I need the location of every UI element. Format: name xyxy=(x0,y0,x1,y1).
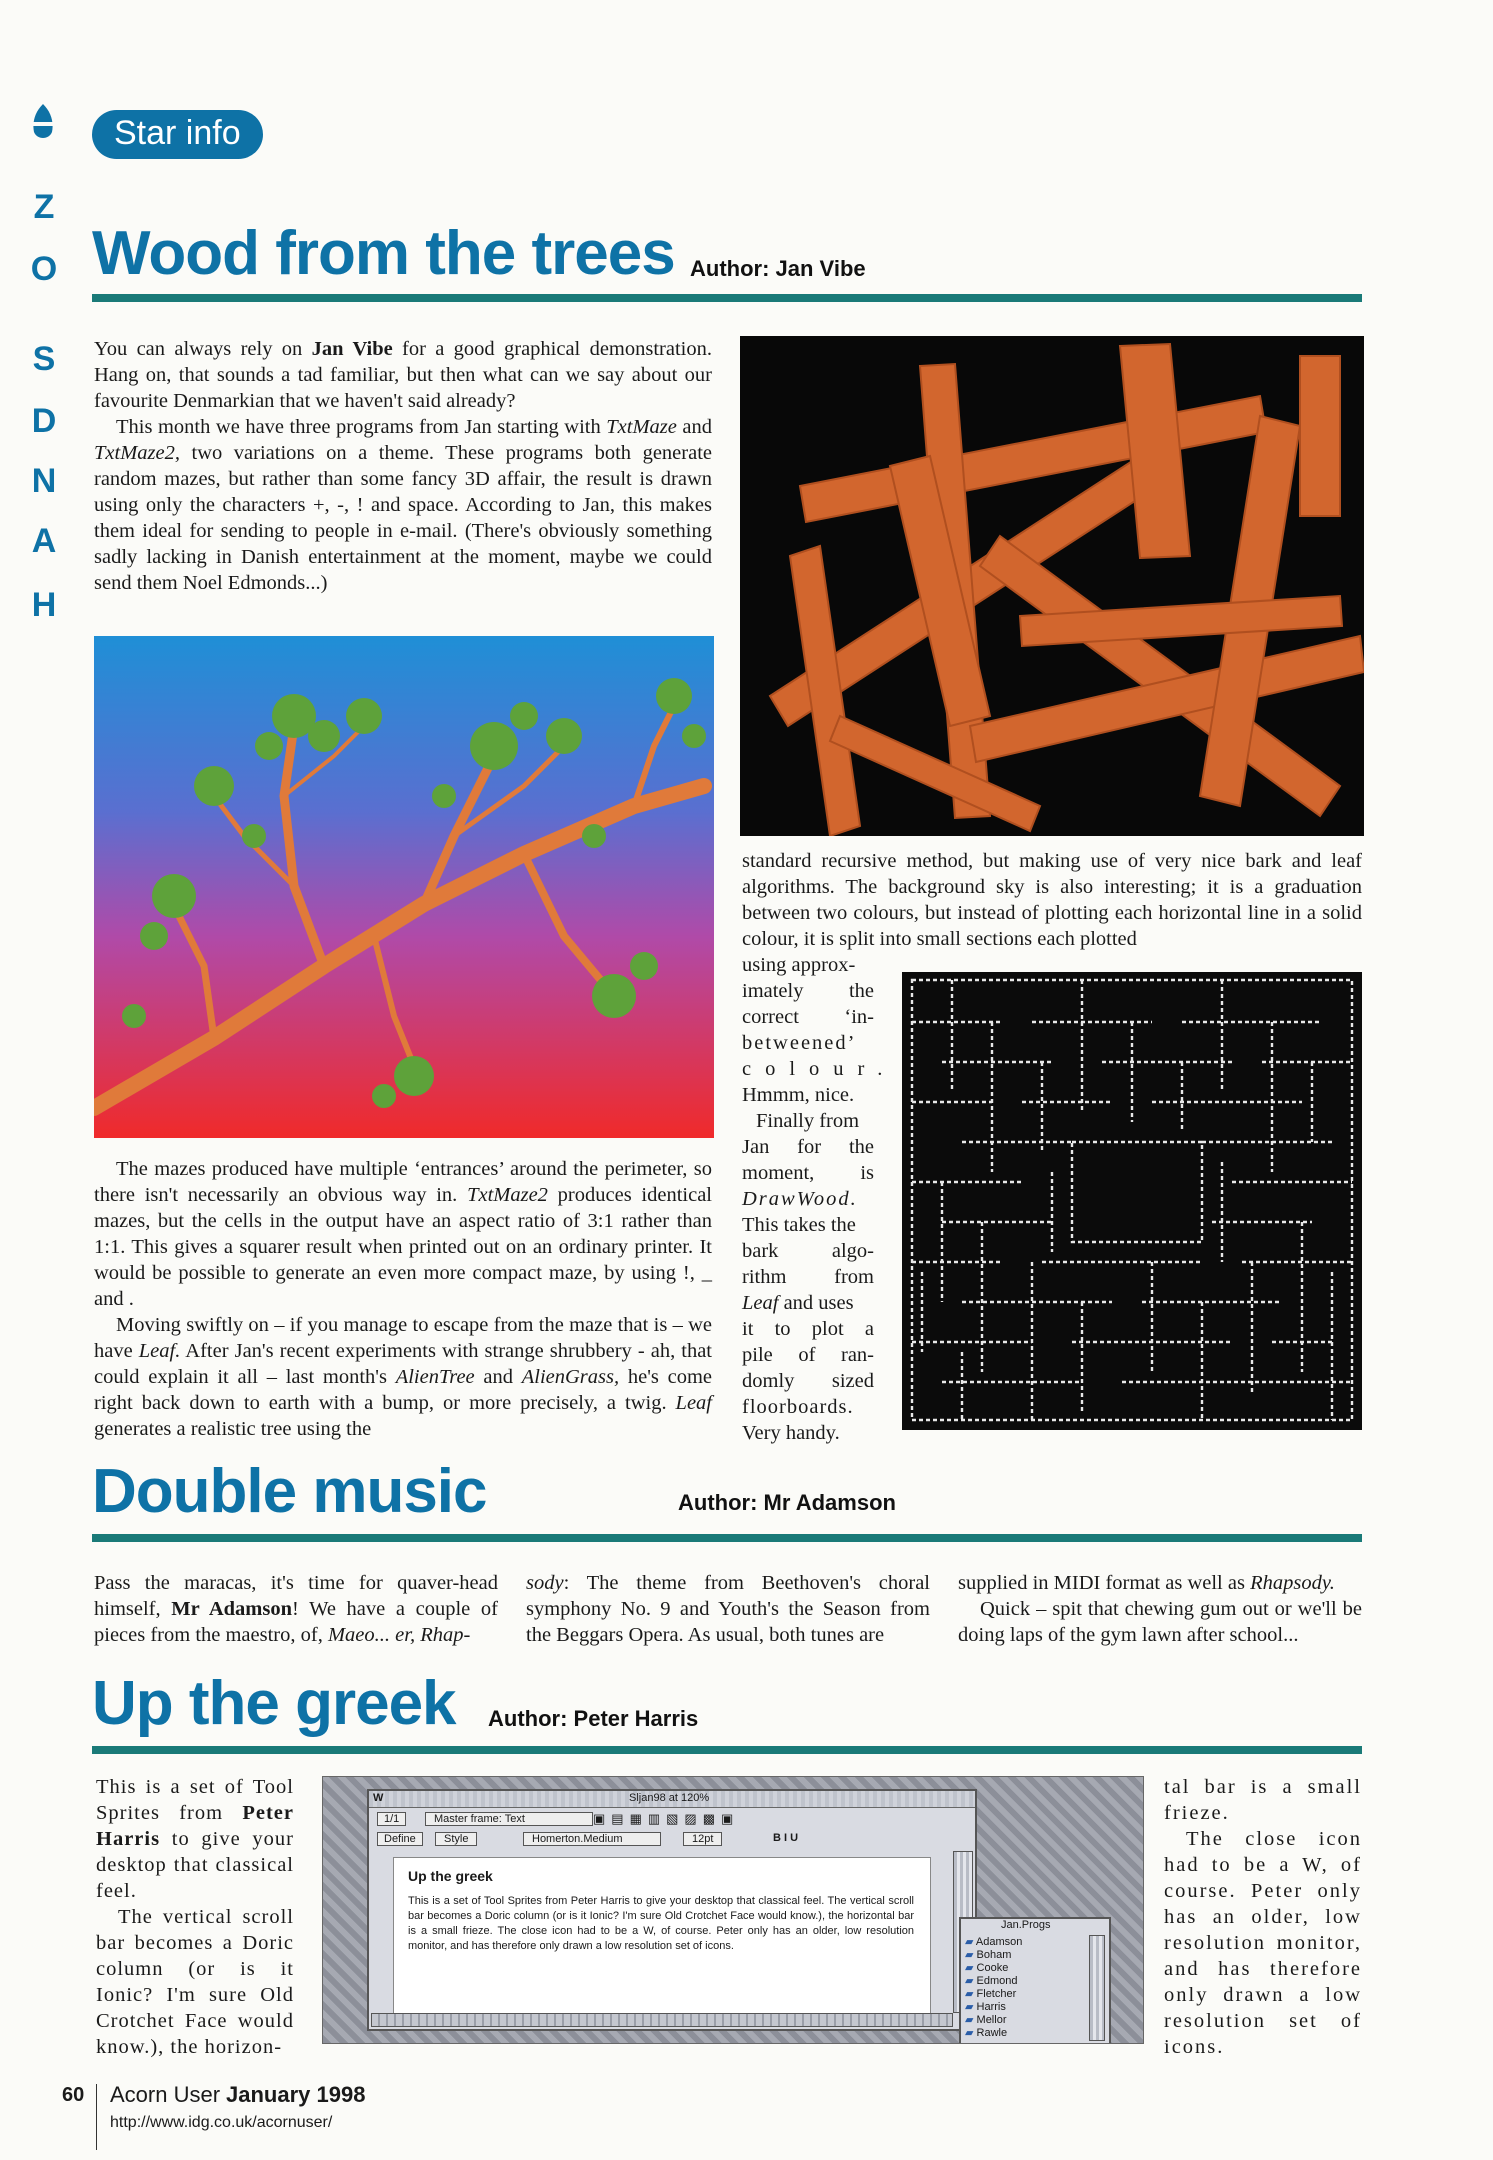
text-line: bark algo- xyxy=(742,1240,874,1262)
text-line: Very handy. xyxy=(742,1422,840,1444)
title-rule xyxy=(92,1534,1362,1542)
paragraph: This month we have three programs from Jan starting with TxtMaze and TxtMaze2, two variations on a theme. These programs both generate random mazes, but rather than some fancy 3D affair, the result is drawn using only the characters +, -, ! and space. According to Jan, this makes them ideal for sending to people in e-mail. (There's obviously something sadly lacking in Danish entertainment at the moment, maybe we could send them Noel Edmonds...) xyxy=(94,416,712,594)
page-number: 60 xyxy=(62,2084,85,2106)
paragraph: supplied in MIDI format as well as Rhapsody. xyxy=(958,1572,1335,1594)
text-maze-image xyxy=(902,972,1362,1430)
text-line: colour. xyxy=(742,1058,897,1080)
side-letter: A xyxy=(31,522,57,560)
drawwood-image xyxy=(740,336,1364,836)
window-title: Sljan98 at 120% xyxy=(629,1792,710,1804)
greek-right-column xyxy=(1164,1774,1362,2060)
folder-icon: ▰ xyxy=(965,1962,974,1974)
folder-icon: ▰ xyxy=(965,1975,974,1987)
text-line: Jan for the xyxy=(742,1136,874,1158)
paragraph: Pass the maracas, it's time for quaver-head himself, Mr Adamson! We have a couple of pieces from the maestro, of, Maeo... er, Rhap- xyxy=(94,1572,498,1646)
filer-window[interactable] xyxy=(959,1917,1111,2044)
master-frame-box[interactable]: Master frame: Text xyxy=(425,1812,593,1826)
filer-scrollbar[interactable] xyxy=(1089,1935,1105,2041)
article-title: Up the greek xyxy=(92,1669,456,1738)
music-column-1 xyxy=(94,1570,498,1648)
document-page xyxy=(393,1857,931,2027)
side-letter: O xyxy=(30,250,58,288)
text-line: This takes the xyxy=(742,1214,856,1236)
text-line: it to plot a xyxy=(742,1318,874,1340)
toolbar-icons[interactable]: ▣▤▦▥▧▨▩▣ xyxy=(593,1811,740,1826)
font-menu[interactable]: Homerton.Medium xyxy=(523,1832,661,1846)
directory-item[interactable]: ▰ Harris xyxy=(965,2001,1006,2013)
text-line: Hmmm, nice. xyxy=(742,1084,855,1106)
paragraph: standard recursive method, but making use of very nice bark and leaf algorithms. The background sky is also interesting; it is a graduation between two colours, but instead of plotting each horizontal line in a solid colour, it is split into small sections each plotted xyxy=(742,850,1362,950)
title-rule xyxy=(92,294,1362,302)
side-letter: Z xyxy=(33,188,55,226)
website-url[interactable]: http://www.idg.co.uk/acornuser/ xyxy=(110,2114,333,2131)
folder-icon: ▰ xyxy=(965,2027,974,2039)
article-author: Author: Peter Harris xyxy=(488,1706,699,1731)
text-line: floorboards. xyxy=(742,1396,854,1418)
paragraph: tal bar is a small frieze. xyxy=(1164,1776,1362,1824)
paragraph: sody: The theme from Beethoven's choral symphony No. 9 and Youth's the Season from the Beggars Opera. As usual, both tunes are xyxy=(526,1572,930,1646)
article-title: Wood from the trees xyxy=(92,219,675,288)
filer-list xyxy=(965,1935,1085,2039)
music-column-3 xyxy=(958,1570,1362,1648)
article-body-right xyxy=(742,848,1362,952)
frieze-scrollbar[interactable] xyxy=(371,2013,953,2027)
page-box[interactable]: 1/1 xyxy=(377,1812,406,1826)
doc-text: This is a set of Tool Sprites from Peter Harris to give your desktop that classical feel. The vertical scroll bar becomes a Doric column (or is it Ionic? I'm sure Old Crotchet Face would know.), the horizontal bar is a small frieze. The close icon had to be a W, of course. Peter only has an older, low resolution monitor, and has therefore only drawn a low resolution set of icons. xyxy=(408,1895,914,1952)
text-line: correct ‘in- xyxy=(742,1006,874,1028)
leaf-tree-image xyxy=(94,636,714,1138)
directory-item[interactable]: ▰ Adamson xyxy=(965,1936,1023,1948)
paragraph: The vertical scroll bar becomes a Doric column (or is it Ionic? I'm sure Old Crotchet Face would know.), the horizon- xyxy=(96,1906,294,2058)
text-line: rithm from xyxy=(742,1266,874,1288)
side-letter: N xyxy=(31,462,57,500)
text-line: betweened’ xyxy=(742,1032,857,1054)
paragraph: This is a set of Tool Sprites from Peter Harris to give your desktop that classical feel. xyxy=(96,1776,294,1902)
side-letter: D xyxy=(31,402,57,440)
footer-divider xyxy=(96,2084,97,2150)
doc-heading: Up the greek xyxy=(408,1868,493,1884)
text-line: imately the xyxy=(742,980,874,1002)
text-line: using approx- xyxy=(742,954,856,976)
text-line: moment, is xyxy=(742,1162,874,1184)
text-line: Finally from xyxy=(756,1110,860,1132)
desktop-screenshot xyxy=(322,1776,1144,2044)
text-line: DrawWood. xyxy=(742,1188,858,1210)
magazine-name: Acorn User xyxy=(110,2082,221,2107)
paragraph: You can always rely on Jan Vibe for a good graphical demonstration. Hang on, that sounds a tad familiar, but then what can we say about our favourite Denmarkian that we haven't said already? xyxy=(94,338,712,412)
directory-item[interactable]: ▰ Mellor xyxy=(965,2014,1007,2026)
article-body-intro xyxy=(94,336,712,596)
article-title: Double music xyxy=(92,1457,487,1526)
directory-item[interactable]: ▰ Cooke xyxy=(965,1962,1009,1974)
bold-italic-underline[interactable]: B I U xyxy=(773,1832,799,1844)
folder-icon: ▰ xyxy=(965,1988,974,2000)
directory-item[interactable]: ▰ Rawle xyxy=(965,2027,1008,2039)
page-footer xyxy=(62,2084,662,2154)
music-column-2 xyxy=(526,1570,930,1648)
paragraph: Moving swiftly on – if you manage to escape from the maze that is – we have Leaf. After Jan's recent experiments with strange shrubbery - ah, that could explain it all – last month's AlienTree and AlienGrass, he's come right back down to earth with a bump, or more precisely, a twig. Leaf generates a realistic tree using the xyxy=(94,1314,712,1440)
acorn-icon xyxy=(28,102,58,144)
directory-item[interactable]: ▰ Boham xyxy=(965,1949,1012,1961)
folder-icon: ▰ xyxy=(965,1936,974,1948)
toolbar-row-1 xyxy=(373,1811,969,1829)
ovation-window[interactable] xyxy=(367,1789,977,2031)
close-icon[interactable]: W xyxy=(373,1792,384,1804)
side-letter: H xyxy=(31,586,57,624)
issue-date: January 1998 xyxy=(226,2082,366,2107)
star-info-badge: Star info xyxy=(92,110,263,159)
paragraph: The close icon had to be a W, of course. Peter only has an older, low resolution monitor, and has therefore only drawn a low resolution set of icons. xyxy=(1164,1828,1362,2058)
title-rule xyxy=(92,1746,1362,1754)
directory-item[interactable]: ▰ Edmond xyxy=(965,1975,1018,1987)
folder-icon: ▰ xyxy=(965,1949,974,1961)
style-button[interactable]: Style xyxy=(435,1832,477,1846)
text-line: Leaf and uses xyxy=(742,1292,854,1314)
window-title-bar[interactable] xyxy=(369,1791,975,1808)
text-line: domly sized xyxy=(742,1370,874,1392)
filer-title: Jan.Progs xyxy=(1001,1919,1051,1931)
define-button[interactable]: Define xyxy=(377,1832,423,1846)
toolbar-row-2 xyxy=(373,1831,969,1849)
article-author: Author: Mr Adamson xyxy=(678,1490,896,1515)
directory-item[interactable]: ▰ Fletcher xyxy=(965,1988,1017,2000)
narrow-column xyxy=(742,952,897,1446)
size-menu[interactable]: 12pt xyxy=(683,1832,722,1846)
paragraph: Quick – spit that chewing gum out or we'll be doing laps of the gym lawn after school... xyxy=(958,1598,1362,1646)
paragraph: The mazes produced have multiple ‘entrances’ around the perimeter, so there isn't necessarily an obvious way in. TxtMaze2 produces identical mazes, but the cells in the output have an aspect ratio of 3:1 rather than 1:1. This gives a squarer result when printed out on an ordinary printer. It would be possible to generate an even more compact maze, by using !, _ and . xyxy=(94,1158,712,1310)
article-body-lower xyxy=(94,1156,712,1442)
article-author: Author: Jan Vibe xyxy=(690,256,866,281)
greek-left-column xyxy=(96,1774,294,2060)
folder-icon: ▰ xyxy=(965,2001,974,2013)
folder-icon: ▰ xyxy=(965,2014,974,2026)
side-letter: S xyxy=(32,340,56,378)
text-line: pile of ran- xyxy=(742,1344,874,1366)
